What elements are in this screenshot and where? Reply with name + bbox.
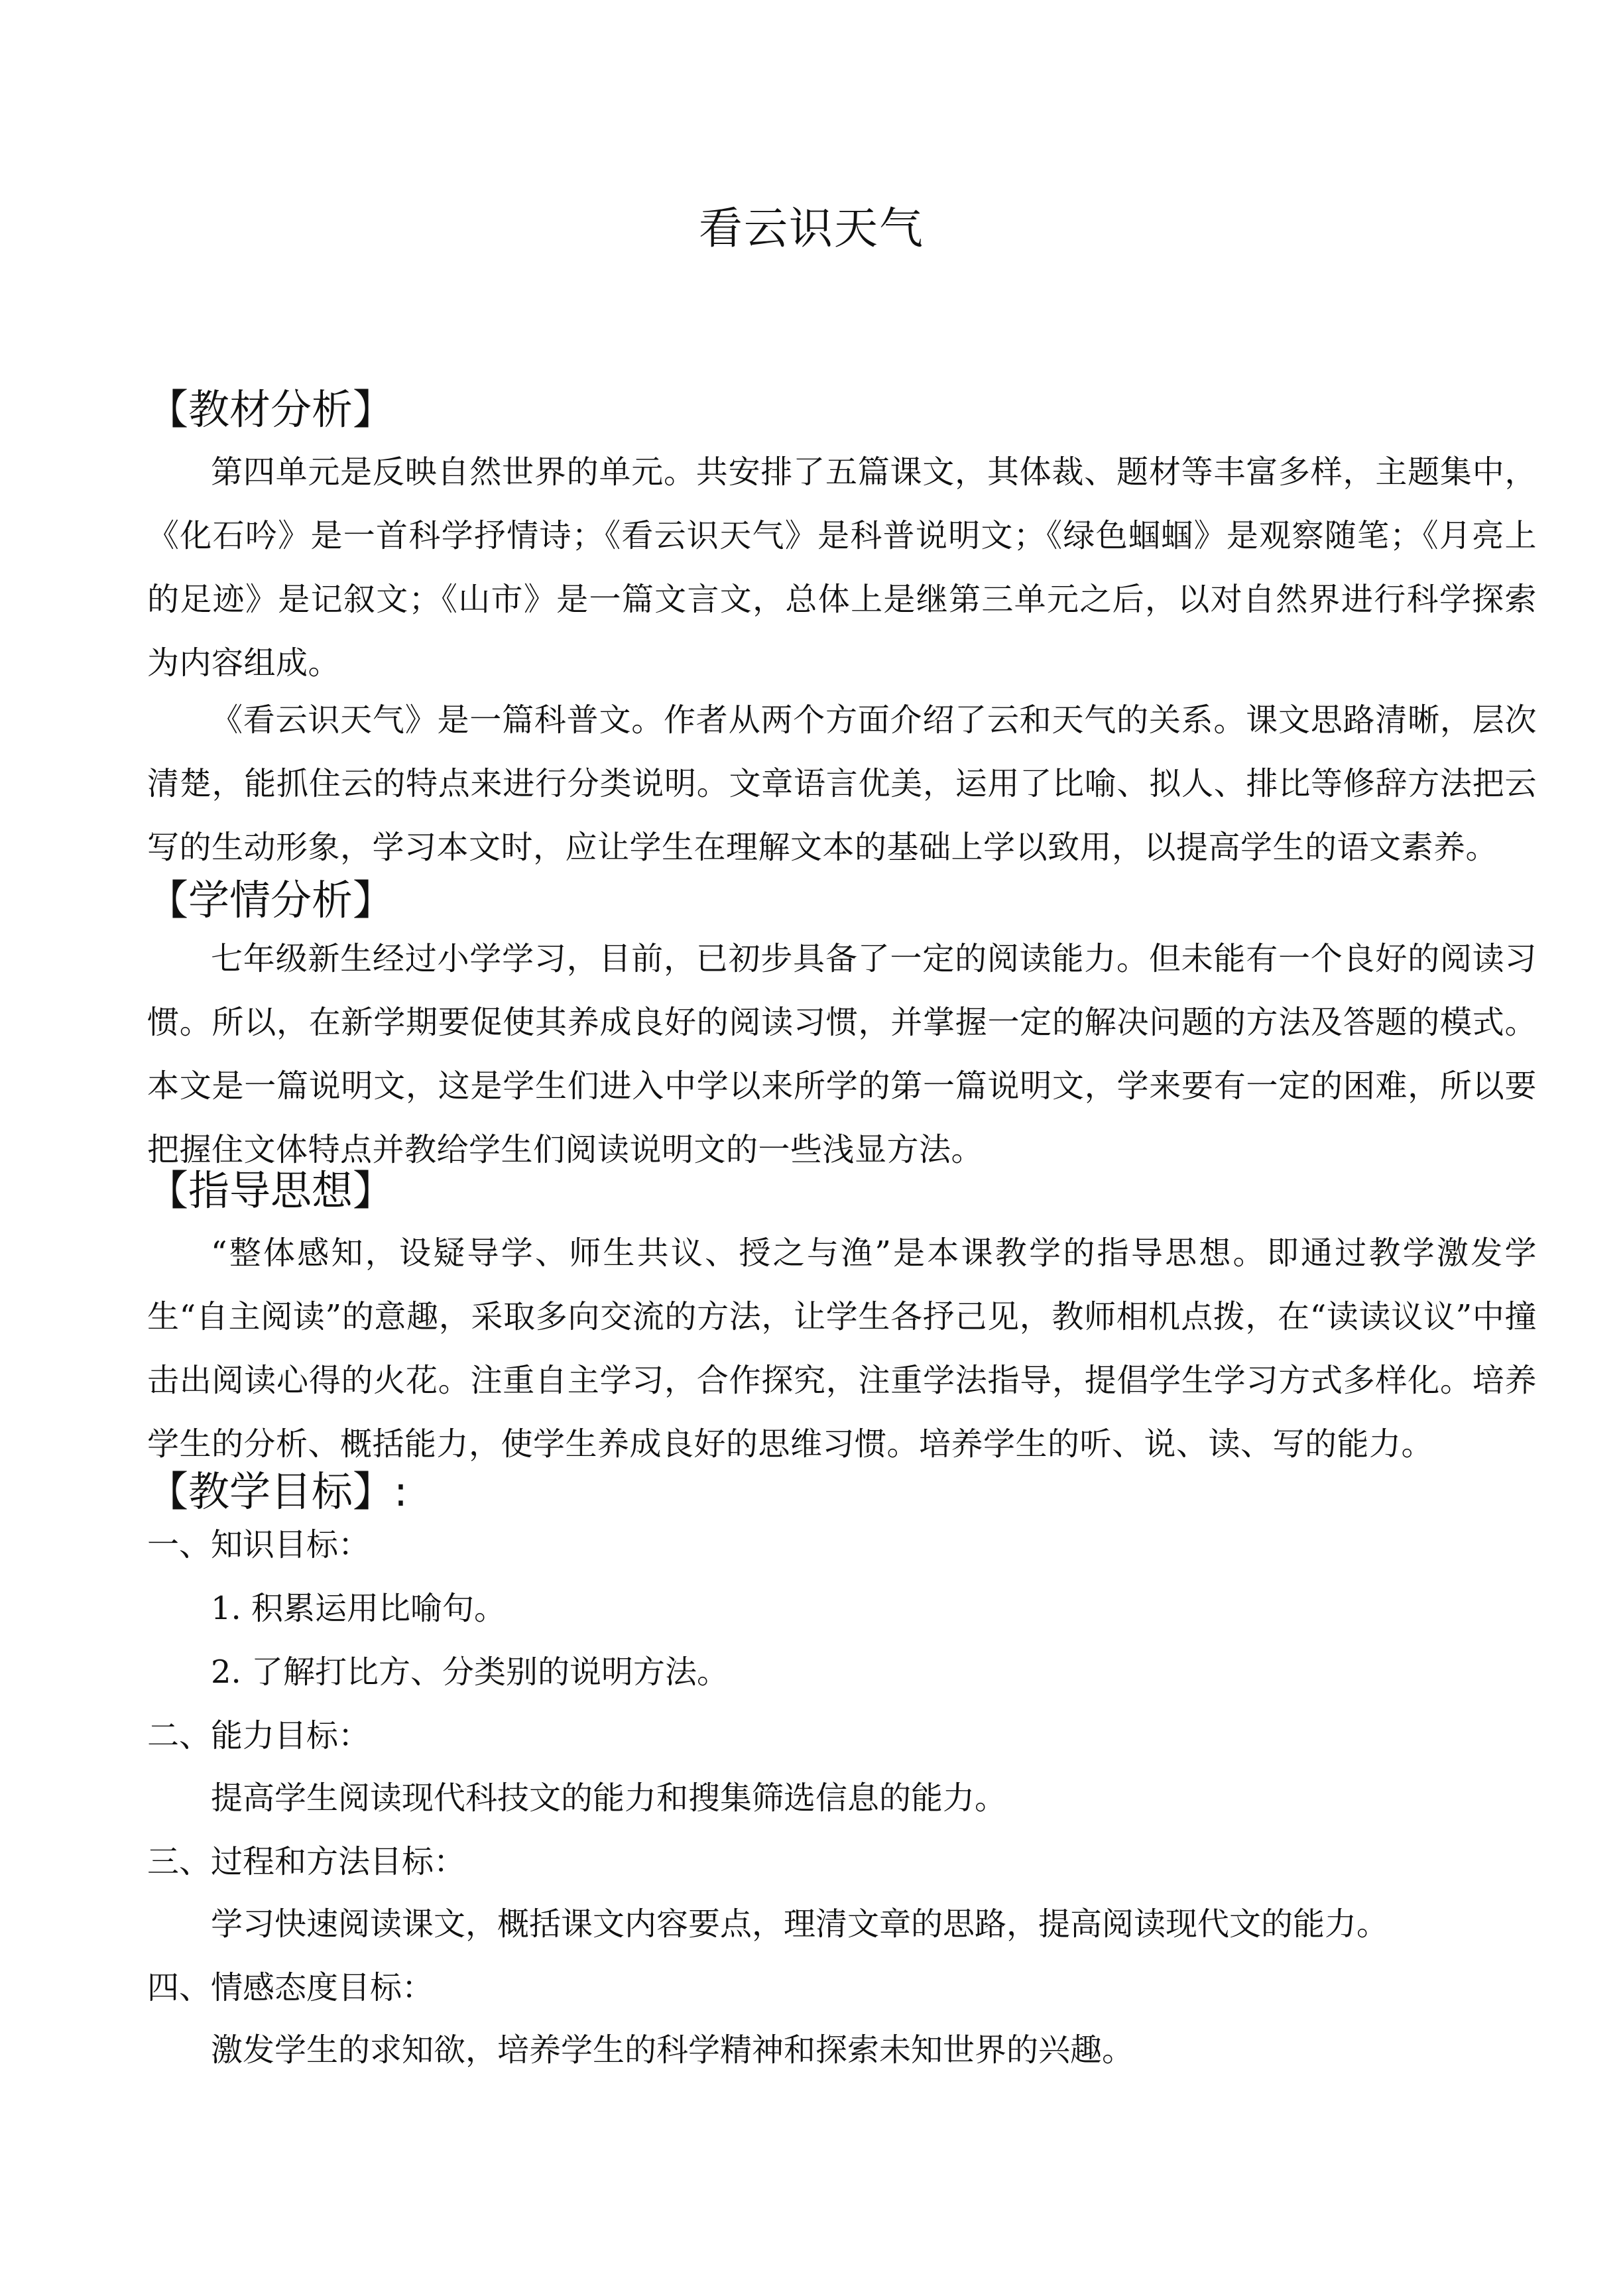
- goal-process-text: 学习快速阅读课文，概括课文内容要点，理清文章的思路，提高阅读现代文的能力。: [211, 1905, 1389, 1943]
- goal-knowledge-item-1: 1. 积累运用比喻句。: [211, 1590, 507, 1627]
- paragraph-guiding-1: “整体感知，设疑导学、师生共议、授之与渔”是本课教学的指导思想。即通过教学激发学生“自主阅读”的意趣，采取多向交流的方法，让学生各抒己见，教师相机点拨，在“读读议议”中撞击出阅读心得的火花。注重自主学习，合作探究，注重学法指导，提倡学生学习方式多样化。培养学生的分析、概括能力，使学生养成良好的思维习惯。培养学生的听、说、读、写的能力。: [147, 1235, 1537, 1463]
- goal-process-heading: 三、过程和方法目标：: [147, 1843, 466, 1880]
- heading-student-analysis: 【学情分析】: [147, 876, 394, 924]
- heading-guiding-thought: 【指导思想】: [147, 1166, 394, 1215]
- goal-ability-text: 提高学生阅读现代科技文的能力和搜集筛选信息的能力。: [211, 1780, 1007, 1817]
- goal-attitude-text: 激发学生的求知欲，培养学生的科学精神和探索未知世界的兴趣。: [211, 2031, 1134, 2069]
- goal-knowledge-heading: 一、知识目标：: [147, 1526, 371, 1563]
- paragraph-material-1: 第四单元是反映自然世界的单元。共安排了五篇课文，其体裁、题材等丰富多样，主题集中，《化石吟》是一首科学抒情诗；《看云识天气》是科普说明文；《绿色蝈蝈》是观察随笔；《月亮上的足迹》是记叙文；《山市》是一篇文言文，总体上是继第三单元之后，以对自然界进行科学探索为内容组成。: [147, 453, 1537, 682]
- heading-teaching-goals: 【教学目标】:: [147, 1467, 408, 1516]
- goal-ability-heading: 二、能力目标：: [147, 1717, 371, 1754]
- goal-attitude-heading: 四、情感态度目标：: [147, 1969, 434, 2006]
- heading-material-analysis: 【教材分析】: [147, 385, 394, 434]
- goal-knowledge-item-2: 2. 了解打比方、分类别的说明方法。: [211, 1654, 729, 1691]
- page-title: 看云识天气: [699, 203, 924, 254]
- paragraph-material-2: 《看云识天气》是一篇科普文。作者从两个方面介绍了云和天气的关系。课文思路清晰，层次清楚，能抓住云的特点来进行分类说明。文章语言优美，运用了比喻、拟人、排比等修辞方法把云写的生动形象，学习本文时，应让学生在理解文本的基础上学以致用，以提高学生的语文素养。: [147, 701, 1537, 866]
- paragraph-students-1: 七年级新生经过小学学习，目前，已初步具备了一定的阅读能力。但未能有一个良好的阅读习惯。所以，在新学期要促使其养成良好的阅读习惯，并掌握一定的解决问题的方法及答题的模式。本文是一篇说明文，这是学生们进入中学以来所学的第一篇说明文，学来要有一定的困难，所以要把握住文体特点并教给学生们阅读说明文的一些浅显方法。: [147, 940, 1537, 1168]
